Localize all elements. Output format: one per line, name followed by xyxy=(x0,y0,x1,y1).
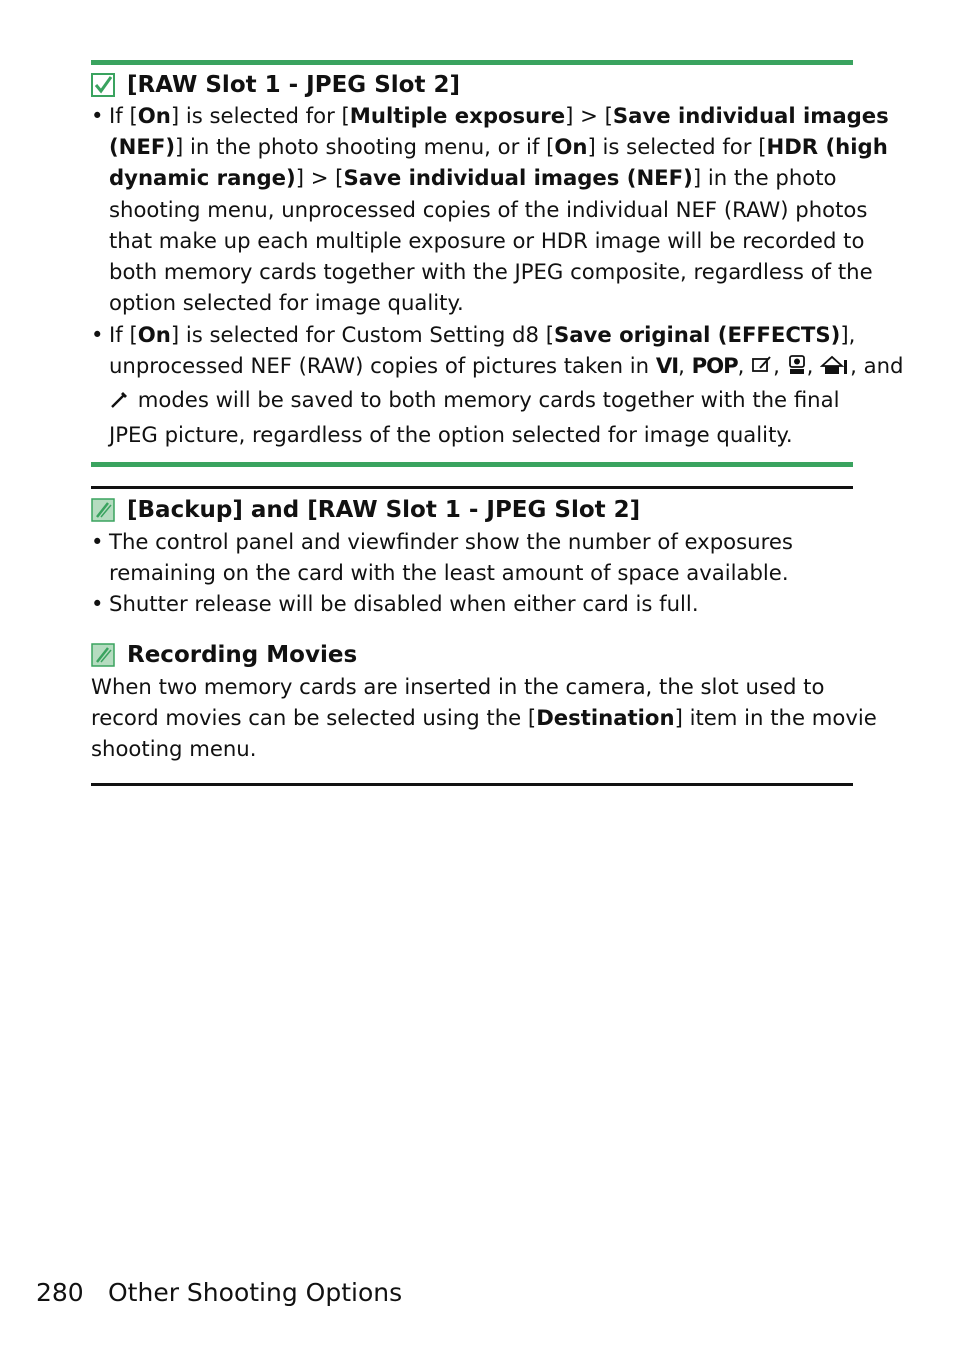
note-title-text: [RAW Slot 1 - JPEG Slot 2] xyxy=(127,72,460,98)
top-green-rule xyxy=(91,60,853,65)
note-title-backup xyxy=(91,496,640,524)
recording-movies-body: When two memory cards are inserted in the camera, the slot used to record movies can be selected using the [Destination] item in the movie shooting menu. xyxy=(91,674,877,762)
selective-color-icon xyxy=(820,353,850,384)
vivid-mode-label: VI xyxy=(655,353,679,379)
photo-illustration-icon xyxy=(751,353,773,384)
miniature-icon xyxy=(109,387,131,418)
check-note-icon xyxy=(91,73,115,97)
list-item: • Shutter release will be disabled when either card is full. xyxy=(91,588,853,619)
list-item: • The control panel and viewfinder show the number of exposures remaining on the card with the least amount of space available. xyxy=(91,526,853,588)
note-title-raw-slot xyxy=(91,71,460,99)
pencil-note-icon xyxy=(91,498,115,522)
list-item: • If [On] is selected for Custom Setting d8 [Save original (EFFECTS)], unprocessed NEF (RAW) copies of pictures taken in VI, POP, , , , and modes will be saved to both memory cards together with the final JPEG picture, regardless of the option selected for image quality. xyxy=(91,319,853,450)
list-item: • If [On] is selected for [Multiple exposure] > [Save individual images (NEF)] in the photo shooting menu, or if [On] is selected for [HDR (high dynamic range)] > [Save individual images (NEF)] in the photo shooting menu, unprocessed copies of the individual NEF (RAW) photos that make up each multiple exposure or HDR image will be recorded to both memory cards together with the JPEG composite, regardless of the option selected for image quality. xyxy=(91,100,853,318)
note-title-text: Recording Movies xyxy=(127,642,358,668)
note-title-recording-movies xyxy=(91,641,357,669)
toy-camera-icon xyxy=(787,353,807,384)
page-number: 280 xyxy=(36,1278,84,1307)
section-divider xyxy=(91,486,853,489)
pencil-note-icon xyxy=(91,643,115,667)
note-title-text: [Backup] and [RAW Slot 1 - JPEG Slot 2] xyxy=(127,497,641,523)
section-end-divider xyxy=(91,783,853,786)
pop-mode-label: POP xyxy=(691,353,738,379)
footer-section-title: Other Shooting Options xyxy=(108,1278,403,1307)
bottom-green-rule xyxy=(91,462,853,467)
